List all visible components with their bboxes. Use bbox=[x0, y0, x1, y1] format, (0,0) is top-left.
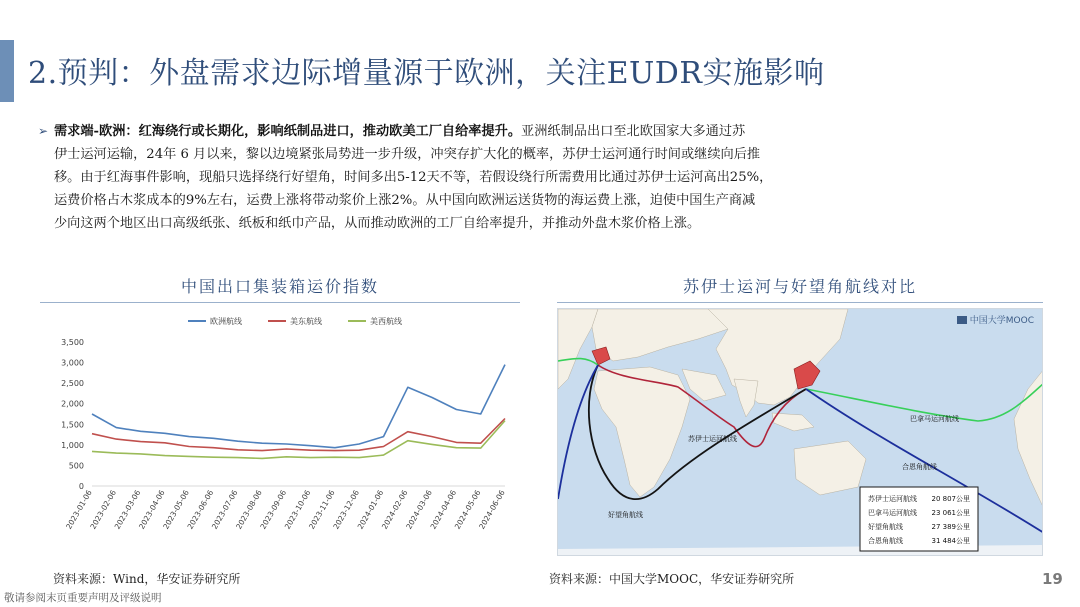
body-paragraph bbox=[38, 120, 1034, 235]
x-tick-label: 2024-01-06 bbox=[355, 488, 386, 531]
page-title: 2.预判：外盘需求边际增量源于欧洲，关注EUDR实施影响 bbox=[28, 56, 825, 91]
x-tick-label: 2024-06-06 bbox=[477, 488, 507, 531]
shipping-route-map bbox=[557, 308, 1043, 556]
distance-table-value: 27 389公里 bbox=[931, 523, 970, 531]
series-line-1 bbox=[92, 365, 505, 448]
map-title: 苏伊士运河与好望角航线对比 bbox=[682, 277, 917, 296]
paragraph-line-2: 伊士运河运输，24年 6 月以来，黎以边境紧张局势进一步升级，冲突存扩大化的概率，苏伊士运河通行时间或继续向后推 bbox=[54, 147, 761, 162]
distance-table-route: 合恩角航线 bbox=[868, 537, 903, 545]
y-tick-label: 500 bbox=[68, 461, 84, 471]
distance-table-route: 好望角航线 bbox=[868, 523, 903, 531]
legend-label-1: 欧洲航线 bbox=[210, 317, 242, 326]
x-tick-label: 2023-01-06 bbox=[64, 488, 94, 531]
mooc-watermark bbox=[957, 313, 1034, 326]
y-tick-label: 3,500 bbox=[61, 338, 84, 347]
x-tick-label: 2023-08-06 bbox=[234, 488, 264, 531]
x-tick-label: 2024-05-06 bbox=[452, 488, 483, 531]
freight-index-chart bbox=[40, 308, 520, 564]
legend-label-3: 美西航线 bbox=[370, 317, 402, 326]
x-tick-label: 2024-04-06 bbox=[428, 488, 459, 531]
x-tick-label: 2023-03-06 bbox=[112, 488, 143, 531]
map-title-rule bbox=[557, 302, 1043, 303]
mooc-watermark-text: 中国大学MOOC bbox=[969, 316, 1034, 326]
disclaimer-note: 敬请参阅末页重要声明及评级说明 bbox=[4, 592, 162, 604]
distance-table-value: 20 807公里 bbox=[931, 495, 970, 503]
distance-table bbox=[860, 487, 978, 551]
distance-table-value: 23 061公里 bbox=[931, 509, 970, 517]
paragraph-line-5: 少向这两个地区出口高级纸张、纸板和纸巾产品，从而推动欧洲的工厂自给率提升，并推动外盘木浆价格上涨。 bbox=[54, 216, 701, 231]
distance-table-route: 苏伊士运河航线 bbox=[868, 495, 917, 503]
freight-index-chart-svg bbox=[40, 308, 520, 564]
x-tick-label: 2023-07-06 bbox=[209, 488, 240, 531]
x-tick-label: 2023-02-06 bbox=[88, 488, 119, 531]
bullet-heading: 需求端-欧洲：红海绕行或长期化，影响纸制品进口，推动欧美工厂自给率提升。 bbox=[54, 124, 522, 139]
x-tick-label: 2023-12-06 bbox=[331, 488, 361, 531]
y-tick-label: 1,000 bbox=[61, 440, 84, 450]
paragraph-line-4: 运费价格占木浆成本的9%左右，运费上涨将带动浆价上涨2%。从中国向欧洲运送货物的海运费上涨，迫使中国生产商减 bbox=[54, 193, 756, 208]
left-source-note: 资料来源：Wind，华安证券研究所 bbox=[53, 572, 241, 586]
x-tick-label: 2024-03-06 bbox=[404, 488, 434, 531]
distance-table-value: 31 484公里 bbox=[931, 537, 970, 545]
y-tick-label: 0 bbox=[78, 482, 84, 491]
title-accent-bar bbox=[0, 40, 14, 102]
x-tick-label: 2024-02-06 bbox=[379, 488, 410, 531]
route-map-svg bbox=[558, 309, 1043, 556]
paragraph-line-1 bbox=[54, 120, 1034, 143]
paragraph-line-1-rest: 亚洲纸制品出口至北欧国家大多通过苏 bbox=[521, 124, 746, 139]
cape-horn-route-label: 合恩角航线 bbox=[902, 463, 937, 471]
x-tick-label: 2023-09-06 bbox=[258, 488, 289, 531]
cape-route-label: 好望角航线 bbox=[608, 511, 643, 519]
y-tick-label: 2,500 bbox=[61, 379, 84, 389]
right-source-note: 资料来源：中国大学MOOC，华安证券研究所 bbox=[549, 572, 795, 586]
x-tick-label: 2023-04-06 bbox=[137, 488, 167, 531]
chart-title-rule bbox=[40, 302, 520, 303]
legend-label-2: 美东航线 bbox=[290, 317, 322, 326]
chart-title: 中国出口集装箱运价指数 bbox=[180, 277, 379, 296]
y-tick-label: 2,000 bbox=[61, 399, 84, 409]
y-tick-label: 3,000 bbox=[61, 358, 84, 368]
suez-route-label: 苏伊士运河航线 bbox=[688, 435, 737, 443]
page-number: 19 bbox=[1042, 570, 1063, 588]
paragraph-line-3: 移。由于红海事件影响，现船只选择绕行好望角，时间多出5-12天不等，若假设绕行所需费用比通过苏伊士运河高出25%， bbox=[54, 170, 773, 185]
x-tick-label: 2023-10-06 bbox=[282, 488, 313, 531]
y-tick-label: 1,500 bbox=[61, 420, 84, 430]
x-tick-label: 2023-06-06 bbox=[185, 488, 216, 531]
panama-route-label: 巴拿马运河航线 bbox=[910, 415, 959, 423]
bullet-arrow-icon: ➢ bbox=[38, 124, 49, 138]
distance-table-route: 巴拿马运河航线 bbox=[868, 509, 917, 517]
x-tick-label: 2023-11-06 bbox=[307, 488, 337, 531]
mooc-logo-icon bbox=[957, 316, 967, 324]
x-tick-label: 2023-05-06 bbox=[161, 488, 191, 531]
